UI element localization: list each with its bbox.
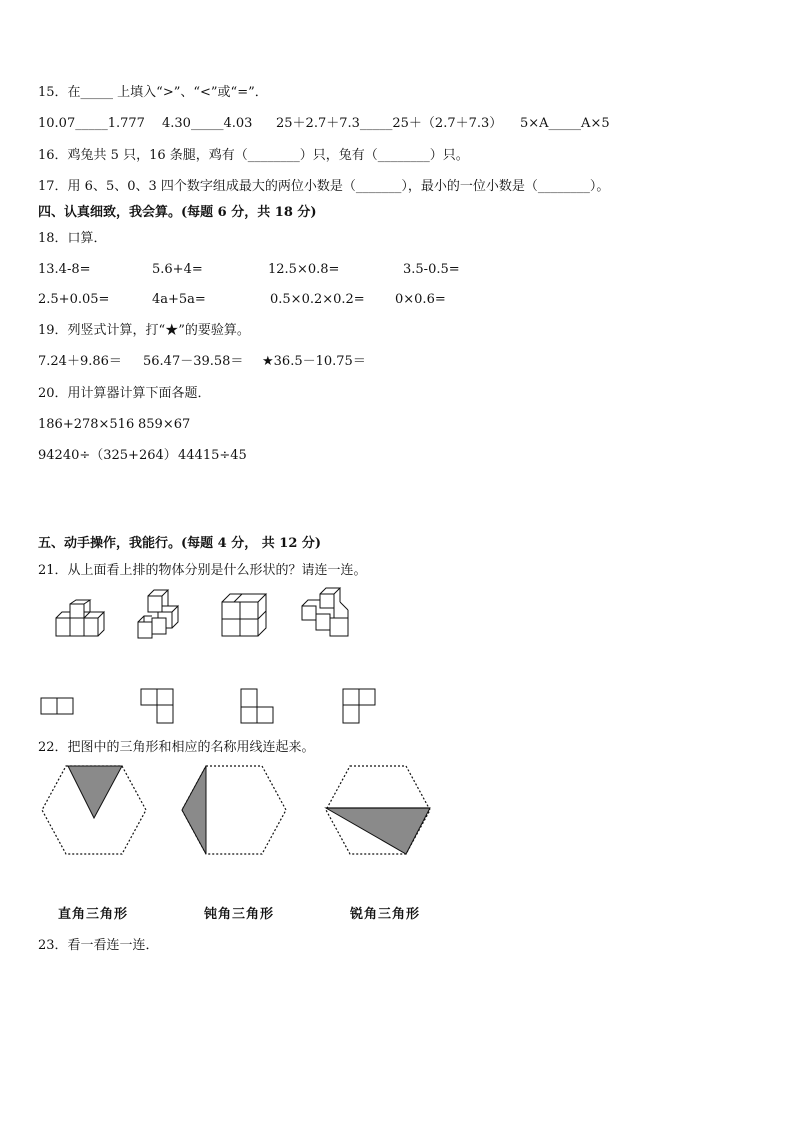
q20-r1c1: 186+278×516 — [38, 417, 135, 432]
q21-view-1 — [40, 697, 76, 717]
q18-r1c3: 12.5×0.8= — [268, 262, 340, 277]
q15-item-1: 10.07_____1.777 — [38, 116, 145, 131]
q18-r2c4: 0×0.6= — [395, 292, 446, 307]
q19-item-2: 56.47－39.58＝ — [143, 354, 244, 369]
q15-item-2: 4.30_____4.03 — [162, 116, 253, 131]
q19-title: 19．列竖式计算，打“★”的要验算。 — [38, 323, 250, 338]
q19-item-3: ★36.5－10.75＝ — [262, 354, 366, 369]
q21-object-3 — [218, 592, 270, 640]
section-4-heading: 四、认真细致，我会算。(每题 6 分，共 18 分) — [38, 205, 317, 220]
q18-r1c4: 3.5-0.5= — [403, 262, 460, 277]
q15-item-4: 5×A_____A×5 — [520, 116, 610, 131]
q17-text: 17．用 6、5、0、3 四个数字组成最大的两位小数是（_______），最小的一位小数是（________）。 — [38, 179, 610, 194]
q22-hexagon-3 — [324, 762, 432, 858]
q22-label-right: 直角三角形 — [58, 907, 129, 922]
q18-r1c2: 5.6+4= — [152, 262, 203, 277]
q20-title: 20．用计算器计算下面各题． — [38, 386, 211, 401]
q21-view-4 — [341, 687, 381, 727]
q21-object-1 — [52, 600, 108, 640]
q18-title: 18．口算． — [38, 231, 107, 246]
q20-r1c2: 859×67 — [138, 417, 191, 432]
q22-label-acute: 锐角三角形 — [350, 907, 421, 922]
q16-text: 16．鸡兔共 5 只，16 条腿，鸡有（________）只，兔有（________）只。 — [38, 148, 469, 163]
q19-item-1: 7.24＋9.86＝ — [38, 354, 122, 369]
q18-r2c1: 2.5+0.05= — [38, 292, 110, 307]
q23-title: 23．看一看连一连． — [38, 938, 159, 953]
q18-r2c3: 0.5×0.2×0.2= — [270, 292, 365, 307]
q20-r2c1: 94240÷（325+264） — [38, 448, 177, 463]
q18-r2c2: 4a+5a= — [152, 292, 206, 307]
q15-item-3: 25＋2.7＋7.3_____25＋（2.7＋7.3） — [276, 116, 503, 131]
q21-title: 21．从上面看上排的物体分别是什么形状的？请连一连。 — [38, 563, 367, 578]
q22-hexagon-2 — [180, 762, 288, 858]
q21-object-4 — [298, 588, 356, 642]
section-5-heading: 五、动手操作，我能行。(每题 4 分， 共 12 分) — [38, 536, 322, 551]
q20-r2c2: 44415÷45 — [178, 448, 247, 463]
q15-title: 15．在_____ 上填入“>”、“<”或“=”． — [38, 85, 268, 100]
q21-view-2 — [139, 687, 179, 727]
q22-label-obtuse: 钝角三角形 — [204, 907, 275, 922]
q18-r1c1: 13.4-8= — [38, 262, 91, 277]
q22-title: 22．把图中的三角形和相应的名称用线连起来。 — [38, 740, 315, 755]
q21-object-2 — [132, 590, 188, 644]
q21-view-3 — [239, 687, 279, 727]
q22-hexagon-1 — [40, 762, 148, 858]
